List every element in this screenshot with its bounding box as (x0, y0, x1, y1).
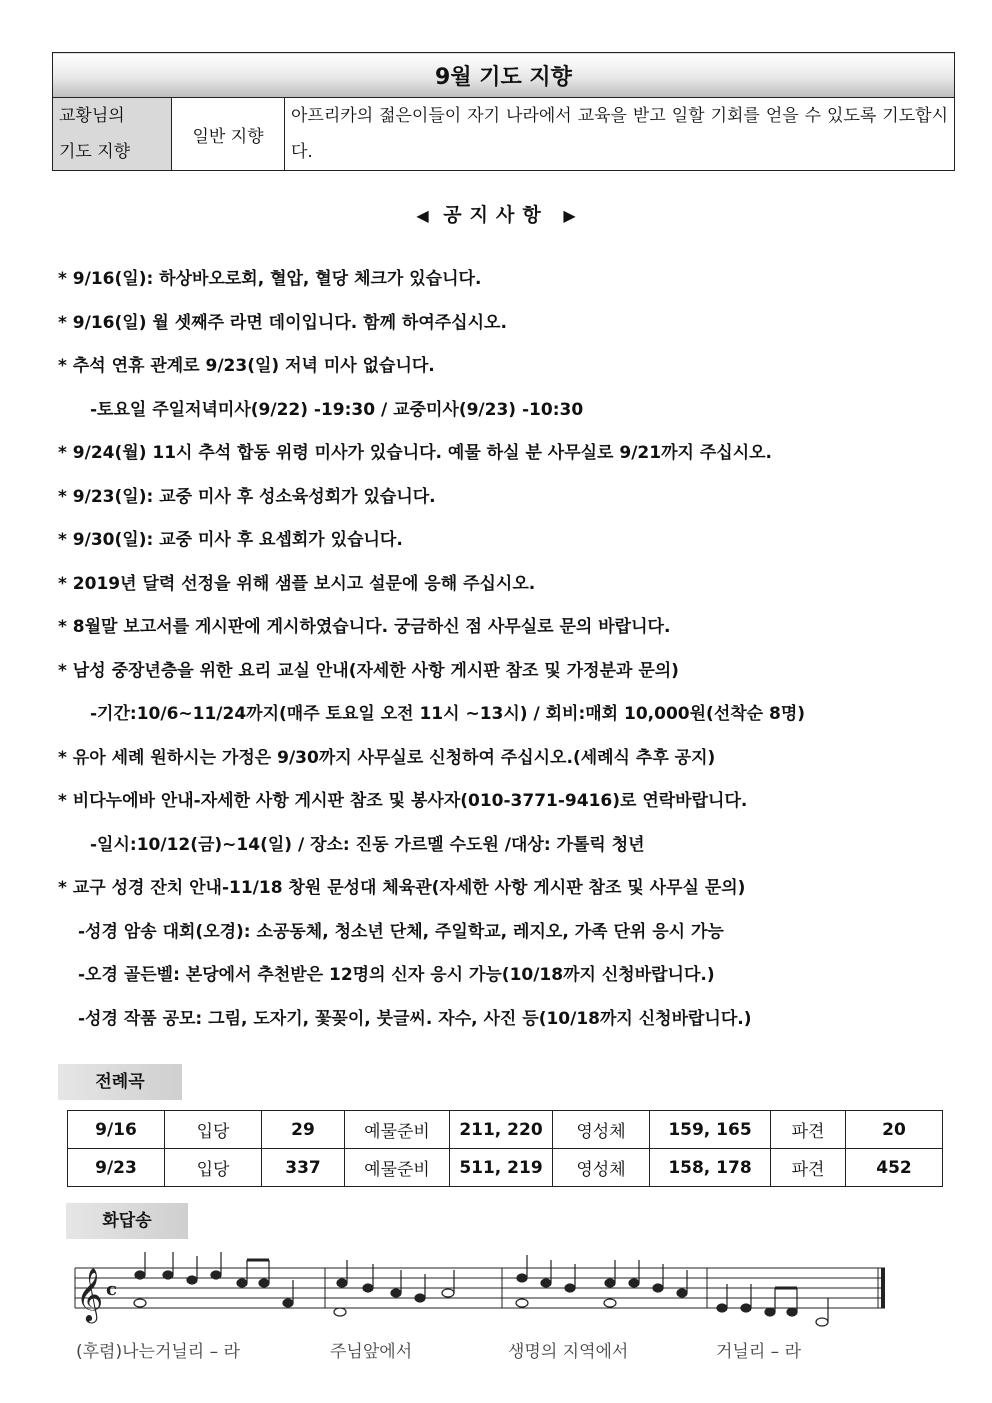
dismissal-number: 20 (846, 1111, 943, 1149)
triangle-left-icon: ◀ (416, 206, 429, 225)
pope-label-line2: 기도 지향 (59, 142, 131, 162)
notice-item: * 비다누에바 안내-자세한 사항 게시판 참조 및 봉사자(010-3771-9416)로 연락바랍니다. (58, 791, 748, 811)
prayer-intention-table (52, 52, 955, 171)
communion-number: 159, 165 (650, 1111, 771, 1149)
treble-clef-icon: 𝄞 (76, 1267, 104, 1321)
music-score (70, 1250, 892, 1340)
notice-subitem: -성경 암송 대회(오경): 소공동체, 청소년 단체, 주일학교, 레지오, 가족 단위 응시 가능 (78, 921, 724, 942)
notice-item: * 2019년 달력 선정을 위해 샘플 보시고 설문에 응해 주십시오. (58, 573, 536, 594)
dismissal-label: 파견 (771, 1111, 846, 1149)
intention-category: 일반 지향 (172, 98, 285, 171)
notice-item: * 9/24(월) 11시 추석 합동 위령 미사가 있습니다. 예물 하실 분 사무실로 9/21까지 주십시오. (58, 443, 772, 463)
notice-item: * 남성 중장년층을 위한 요리 교실 안내(자세한 사항 게시판 참조 및 가정분과 문의) (58, 660, 679, 681)
entrance-number: 337 (262, 1149, 345, 1187)
communion-label: 영성체 (553, 1149, 650, 1187)
notice-item: * 9/30(일): 교중 미사 후 요셉회가 있습니다. (58, 530, 403, 550)
notice-item: * 9/16(일) 월 셋째주 라면 데이입니다. 함께 하여주십시오. (58, 312, 507, 333)
notice-subitem: -일시:10/12(금)~14(일) / 장소: 진동 가르멜 수도원 /대상: 가톨릭 청년 (90, 834, 645, 855)
pope-intention-label (53, 98, 172, 171)
notice-list (58, 258, 958, 1041)
lyric-segment: 주님앞에서 (330, 1342, 413, 1362)
offertory-number: 511, 219 (450, 1149, 553, 1187)
notice-heading-text: 공지사항 (443, 204, 549, 226)
time-signature-icon: c (106, 1279, 117, 1300)
table-row (68, 1111, 943, 1149)
offertory-label: 예물준비 (345, 1111, 450, 1149)
notice-item: * 교구 성경 잔치 안내-11/18 창원 문성대 체육관(자세한 사항 게시판 참조 및 사무실 문의) (58, 878, 746, 898)
prayer-title: 9월 기도 지향 (53, 53, 955, 98)
communion-label: 영성체 (553, 1111, 650, 1149)
lyric-segment: 생명의 지역에서 (508, 1342, 629, 1362)
entrance-label: 입당 (165, 1149, 262, 1187)
dismissal-label: 파견 (771, 1149, 846, 1187)
notice-item: * 8월말 보고서를 게시판에 게시하였습니다. 궁금하신 점 사무실로 문의 바랍니다. (58, 617, 671, 637)
table-row (68, 1149, 943, 1187)
notice-subitem: -성경 작품 공모: 그림, 도자기, 꽃꽂이, 붓글씨. 자수, 사진 등(10/18까지 신청바랍니다.) (78, 1008, 752, 1029)
notice-subitem: -기간:10/6~11/24까지(매주 토요일 오전 11시 ~13시) / 회비:매회 10,000원(선착순 8명) (90, 704, 806, 724)
entrance-label: 입당 (165, 1111, 262, 1149)
notice-item: * 9/23(일): 교중 미사 후 성소육성회가 있습니다. (58, 486, 436, 507)
lyric-segment: (후렴)나는거닐리 – 라 (76, 1342, 240, 1362)
notice-heading (0, 200, 992, 227)
pope-label-line1: 교황님의 (59, 106, 125, 126)
dismissal-number: 452 (846, 1149, 943, 1187)
notice-subitem: -오경 골든벨: 본당에서 추천받은 12명의 신자 응시 가능(10/18까지 신청바랍니다.) (78, 965, 715, 985)
date-cell: 9/23 (68, 1149, 165, 1187)
offertory-label: 예물준비 (345, 1149, 450, 1187)
notice-item: * 유아 세례 원하시는 가정은 9/30까지 사무실로 신청하여 주십시오.(세례식 추후 공지) (58, 747, 716, 768)
intention-text: 아프리카의 젊은이들이 자기 나라에서 교육을 받고 일할 기회를 얻을 수 있도록 기도합시다. (285, 98, 955, 171)
liturgy-music-table (67, 1110, 943, 1187)
communion-number: 158, 178 (650, 1149, 771, 1187)
notice-subitem: -토요일 주일저녁미사(9/22) -19:30 / 교중미사(9/23) -10:30 (90, 399, 584, 420)
notice-item: * 추석 연휴 관계로 9/23(일) 저녁 미사 없습니다. (58, 356, 435, 376)
psalm-label: 화답송 (66, 1203, 188, 1239)
lyric-segment: 거닐리 – 라 (716, 1342, 801, 1362)
offertory-number: 211, 220 (450, 1111, 553, 1149)
date-cell: 9/16 (68, 1111, 165, 1149)
triangle-right-icon: ▶ (563, 206, 576, 225)
entrance-number: 29 (262, 1111, 345, 1149)
notice-item: * 9/16(일): 하상바오로회, 혈압, 혈당 체크가 있습니다. (58, 269, 482, 289)
liturgy-label: 전례곡 (58, 1064, 182, 1100)
